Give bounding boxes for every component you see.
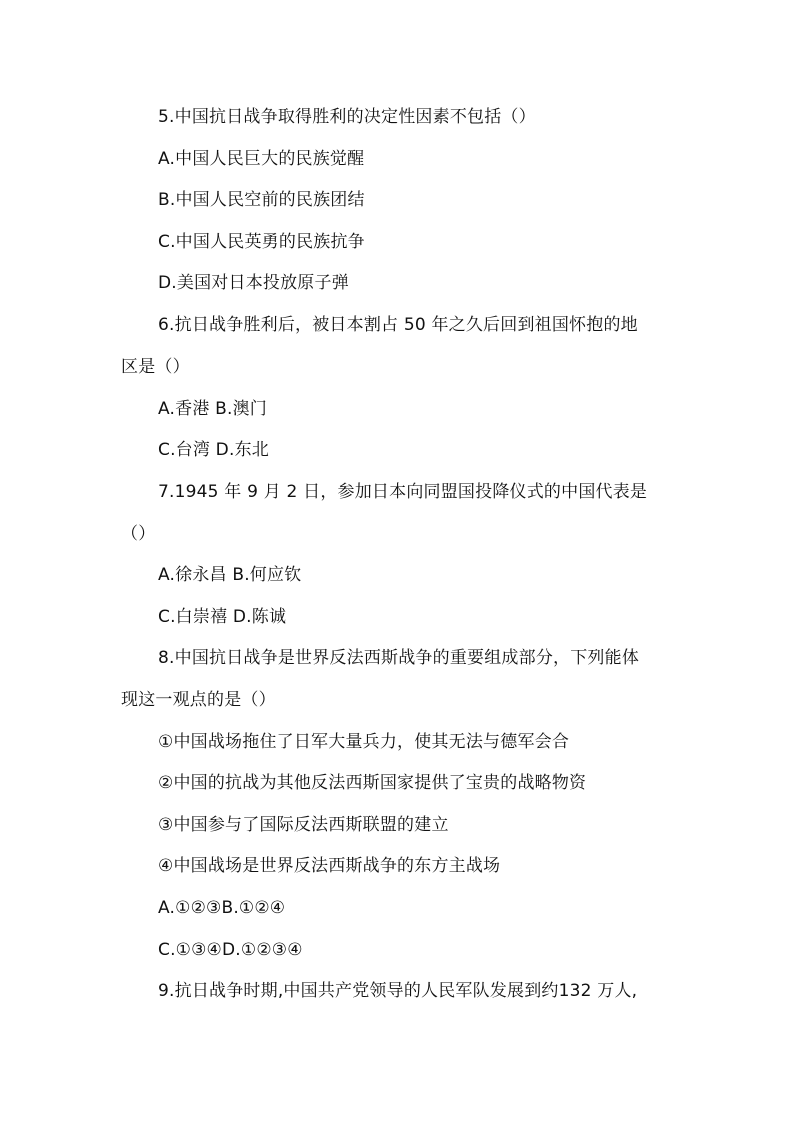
question-5-option-d: D.美国对日本投放原子弹	[158, 273, 349, 293]
question-7-option-ab: A.徐永昌 B.何应钦	[158, 565, 302, 585]
question-8-statement-3: ③中国参与了国际反法西斯联盟的建立	[158, 815, 449, 835]
question-6-stem-line-2: 区是（）	[121, 357, 190, 377]
question-8-statement-1: ①中国战场拖住了日军大量兵力，使其无法与德军会合	[158, 732, 570, 752]
question-9-stem: 9.抗日战争时期,中国共产党领导的人民军队发展到约132 万人,	[158, 981, 638, 1001]
question-7-stem-line-2: （）	[121, 524, 156, 544]
question-6-option-ab: A.香港 B.澳门	[158, 399, 268, 419]
question-6-option-cd: C.台湾 D.东北	[158, 440, 269, 460]
question-8-stem-line-1: 8.中国抗日战争是世界反法西斯战争的重要组成部分，下列能体	[158, 648, 640, 668]
question-7-option-cd: C.白崇禧 D.陈诚	[158, 607, 287, 627]
question-8-option-ab: A.①②③B.①②④	[158, 898, 286, 918]
question-6-stem-line-1: 6.抗日战争胜利后，被日本割占 50 年之久后回到祖国怀抱的地	[158, 315, 638, 335]
question-8-stem-line-2: 现这一观点的是（）	[121, 690, 276, 710]
question-8-statement-4: ④中国战场是世界反法西斯战争的东方主战场	[158, 856, 501, 876]
question-5-option-a: A.中国人民巨大的民族觉醒	[158, 149, 365, 169]
question-5-option-c: C.中国人民英勇的民族抗争	[158, 232, 365, 252]
question-8-statement-2: ②中国的抗战为其他反法西斯国家提供了宝贵的战略物资	[158, 773, 587, 793]
question-5-option-b: B.中国人民空前的民族团结	[158, 190, 365, 210]
question-8-option-cd: C.①③④D.①②③④	[158, 940, 303, 960]
question-7-stem-line-1: 7.1945 年 9 月 2 日，参加日本向同盟国投降仪式的中国代表是	[158, 482, 648, 502]
question-5-stem: 5.中国抗日战争取得胜利的决定性因素不包括（）	[158, 107, 536, 127]
